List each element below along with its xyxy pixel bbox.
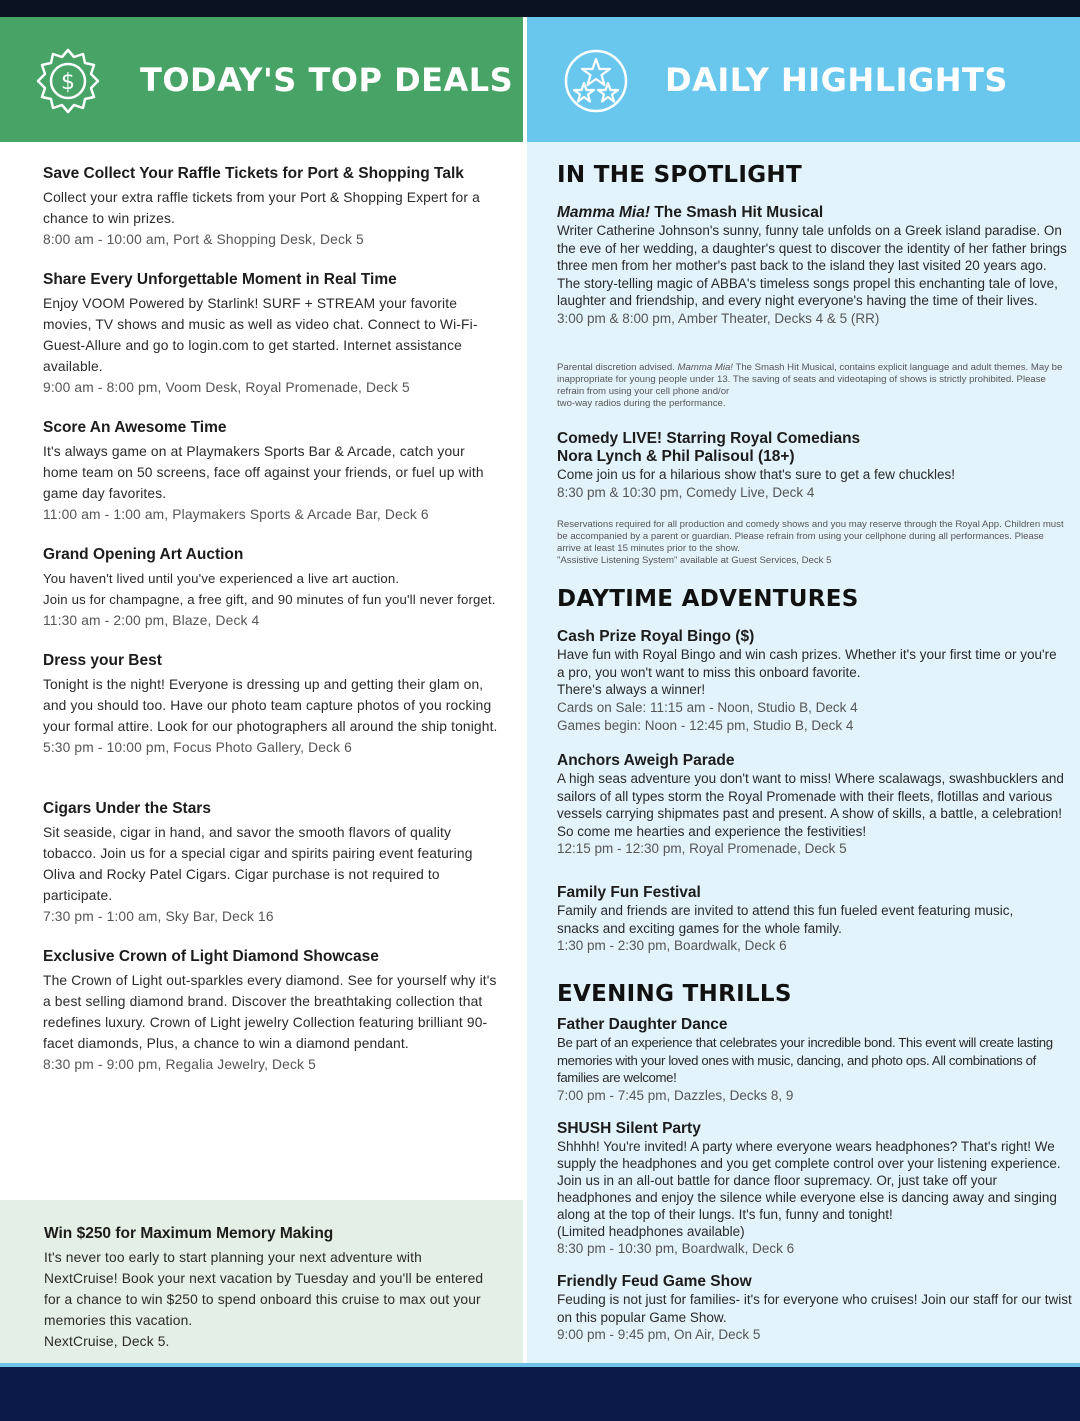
- highlight-time-location: 1:30 pm - 2:30 pm, Boardwalk, Deck 6: [557, 938, 787, 953]
- highlight-time-location: 7:00 pm - 7:45 pm, Dazzles, Decks 8, 9: [557, 1087, 794, 1103]
- deal-description: Collect your extra raffle tickets from your Port & Shopping Expert for a chance to win prizes.: [43, 190, 480, 226]
- highlight-title: Friendly Feud Game Show: [557, 1273, 752, 1290]
- parental-notice-italic: Mamma Mia!: [677, 362, 733, 373]
- highlight-subtitle: Nora Lynch & Phil Palisoul (18+): [557, 448, 795, 465]
- highlight-description: Come join us for a hilarious show that's sure to get a few chuckles!: [557, 467, 956, 482]
- top-bar: [0, 0, 1080, 17]
- highlight-title: Family Fun Festival: [557, 884, 701, 901]
- highlight-item: [557, 1120, 1069, 1258]
- highlight-description-2: There's always a winner!: [557, 682, 706, 697]
- deal-description-2: Join us for champagne, a free gift, and 90 minutes of fun you'll never forget.: [43, 592, 496, 607]
- highlight-title: [557, 204, 1067, 222]
- highlight-time-location: 8:30 pm - 10:30 pm, Boardwalk, Deck 6: [557, 1241, 795, 1256]
- reservation-notice: [557, 519, 1067, 567]
- deal-title: Score An Awesome Time: [43, 419, 227, 436]
- deal-item: [43, 164, 503, 250]
- stars-circle-icon: [562, 47, 630, 115]
- highlight-description: Feuding is not just for families- it's for everyone who cruises! Join our staff for our twist on this popular Game Show.: [557, 1292, 1072, 1325]
- highlight-item: [557, 1273, 1072, 1344]
- deals-title: TODAY'S TOP DEALS: [140, 61, 514, 99]
- deal-description: Sit seaside, cigar in hand, and savor the smooth flavors of quality tobacco. Join us for a special cigar and spirits pairing event featuring Oliva and Rocky Patel Cigars. Cigar purchase is not required to participate.: [43, 825, 473, 903]
- deal-item: [43, 418, 503, 525]
- highlight-title: Cash Prize Royal Bingo ($): [557, 628, 755, 645]
- deal-time-location: 11:30 am - 2:00 pm, Blaze, Deck 4: [43, 613, 260, 628]
- svg-text:$: $: [61, 70, 75, 95]
- highlight-item: [557, 430, 1067, 502]
- deal-description: The Crown of Light out-sparkles every diamond. See for yourself why it's a best selling diamond brand. Discover the breathtaking collection that redefines luxury. Crown of Light jewelry Collection featuring brilliant 90-facet diamonds, Plus, a chance to win a diamond pendant.: [43, 973, 497, 1051]
- footer-bar: [0, 1367, 1080, 1421]
- highlight-time-location-2: Games begin: Noon - 12:45 pm, Studio B, Deck 4: [557, 717, 854, 733]
- deal-item: [43, 651, 498, 758]
- highlight-item: [557, 1016, 1067, 1105]
- parental-notice-b: The Smash Hit Musical, contains explicit language and adult themes. May be inappropriate for young people under 13. The saving of seats and videotaping of shows is strictly prohibited. Please refrain from using your cell phone and/or: [557, 362, 1063, 397]
- highlights-title: DAILY HIGHLIGHTS: [665, 61, 1008, 99]
- highlight-time-location: 8:30 pm & 10:30 pm, Comedy Live, Deck 4: [557, 484, 815, 500]
- deal-description: It's always game on at Playmakers Sports Bar & Arcade, catch your home team on 50 screens, face off against your friends, or fuel up with game day favorites.: [43, 444, 484, 501]
- highlight-item: [557, 884, 1057, 955]
- deal-description: You haven't lived until you've experienced a live art auction.: [43, 571, 400, 586]
- promo-description: It's never too early to start planning your next adventure with NextCruise! Book your next vacation by Tuesday and you'll be entered for a chance to win $250 to spend onboard this cruise to max out your memories this vacation.: [44, 1250, 484, 1328]
- deal-title: Exclusive Crown of Light Diamond Showcase: [43, 948, 379, 965]
- highlight-description: Be part of an experience that celebrates your incredible bond. This event will create lasting memories with your loved ones with music, dancing, and photo ops. All combinations of families are welcome!: [557, 1035, 1053, 1085]
- deal-title: Cigars Under the Stars: [43, 800, 211, 817]
- deal-title: Dress your Best: [43, 652, 162, 669]
- deal-time-location: 11:00 am - 1:00 am, Playmakers Sports & Arcade Bar, Deck 6: [43, 507, 429, 522]
- deals-header: [0, 17, 523, 142]
- highlight-title: Anchors Aweigh Parade: [557, 752, 735, 769]
- highlights-header: [527, 17, 1080, 142]
- highlight-description: A high seas adventure you don't want to miss! Where scalawags, swashbucklers and sailors of all types storm the Royal Promenade with their fleets, flotillas and various vessels carrying shipmates past and present. A show of skills, a battle, a celebration! So come me hearties and experience the festivities!: [557, 771, 1064, 839]
- reservation-notice-text: Reservations required for all production and comedy shows and you may reserve through the Royal App. Children must be accompanied by a parent or guardian. Please refrain from using your cellphone during all performances. Please arrive at least 15 minutes prior to the show.: [557, 519, 1064, 554]
- highlight-description: Have fun with Royal Bingo and win cash prizes. Whether it's your first time or you're a pro, you won't want to miss this onboard favorite.: [557, 647, 1057, 680]
- deal-item: [43, 947, 498, 1075]
- highlight-description-2: (Limited headphones available): [557, 1224, 745, 1239]
- highlight-title-italic: Mamma Mia!: [557, 204, 651, 221]
- deal-time-location: 5:30 pm - 10:00 pm, Focus Photo Gallery, Deck 6: [43, 740, 352, 755]
- highlight-description: Shhhh! You're invited! A party where everyone wears headphones? That's right! We supply the headphones and you get complete control over your listening experience. Join us in an all-out battle for dance floor supremacy. Or, just take off your headphones and enjoy the silence while everyone else is dancing away and singing along at the top of their lungs. It's fun, funny and tonight!: [557, 1139, 1061, 1222]
- reservation-notice-assist: "Assistive Listening System" available at Guest Services, Deck 5: [557, 555, 832, 566]
- parental-notice: [557, 362, 1067, 410]
- deal-description: Tonight is the night! Everyone is dressing up and getting their glam on, and you should too. Have our photo team capture photos of you rocking your formal attire. Look for our photographers all around the ship tonight.: [43, 677, 498, 734]
- spotlight-heading: IN THE SPOTLIGHT: [557, 162, 802, 188]
- parental-notice-a: Parental discretion advised.: [557, 362, 678, 373]
- deal-time-location: 9:00 am - 8:00 pm, Voom Desk, Royal Promenade, Deck 5: [43, 380, 410, 395]
- promo-title: Win $250 for Maximum Memory Making: [44, 1225, 334, 1242]
- deal-time-location: 7:30 pm - 1:00 am, Sky Bar, Deck 16: [43, 909, 274, 924]
- deal-item: [43, 545, 513, 631]
- highlight-time-location: 12:15 pm - 12:30 pm, Royal Promenade, Deck 5: [557, 841, 847, 856]
- highlight-time-location: Cards on Sale: 11:15 am - Noon, Studio B, Deck 4: [557, 699, 858, 715]
- highlight-item: [557, 628, 1057, 735]
- deal-title: Save Collect Your Raffle Tickets for Port & Shopping Talk: [43, 165, 464, 182]
- deal-time-location: 8:00 am - 10:00 am, Port & Shopping Desk, Deck 5: [43, 232, 364, 247]
- highlight-title-rest: The Smash Hit Musical: [650, 204, 824, 221]
- deal-item: [43, 799, 483, 927]
- parental-notice-c: two-way radios during the performance.: [557, 398, 726, 409]
- highlight-title: Father Daughter Dance: [557, 1016, 728, 1033]
- deal-title: Grand Opening Art Auction: [43, 546, 244, 563]
- deal-item: [43, 270, 493, 398]
- deal-description: Enjoy VOOM Powered by Starlink! SURF + STREAM your favorite movies, TV shows and music as well as video chat. Connect to Wi-Fi-Guest-Allure and go to login.com to get started. Internet assistance available.: [43, 296, 478, 374]
- highlight-title: Comedy LIVE! Starring Royal Comedians: [557, 430, 861, 447]
- highlight-time-location: 9:00 pm - 9:45 pm, On Air, Deck 5: [557, 1327, 761, 1342]
- highlight-title: SHUSH Silent Party: [557, 1120, 701, 1137]
- dollar-badge-icon: [34, 47, 102, 115]
- promo-location: NextCruise, Deck 5.: [44, 1334, 170, 1349]
- daytime-heading: DAYTIME ADVENTURES: [557, 586, 859, 612]
- highlight-description: Family and friends are invited to attend this fun fueled event featuring music, snacks and exciting games for the whole family.: [557, 903, 1014, 936]
- evening-heading: EVENING THRILLS: [557, 981, 792, 1007]
- highlight-item: [557, 752, 1067, 858]
- highlight-time-location: 3:00 pm & 8:00 pm, Amber Theater, Decks 4 & 5 (RR): [557, 310, 880, 326]
- deal-title: Share Every Unforgettable Moment in Real Time: [43, 271, 397, 288]
- highlight-item: [557, 204, 1067, 328]
- highlight-description: Writer Catherine Johnson's sunny, funny tale unfolds on a Greek island paradise. On the eve of her wedding, a daughter's quest to discover the identity of her father brings three men from her mother's past back to the island they last visited 20 years ago. The story-telling magic of ABBA's timeless songs propel this enchanting tale of love, laughter and friendship, and every night everyone's having the time of their lives.: [557, 223, 1067, 308]
- promo-item: [44, 1224, 499, 1352]
- deal-time-location: 8:30 pm - 9:00 pm, Regalia Jewelry, Deck 5: [43, 1057, 316, 1072]
